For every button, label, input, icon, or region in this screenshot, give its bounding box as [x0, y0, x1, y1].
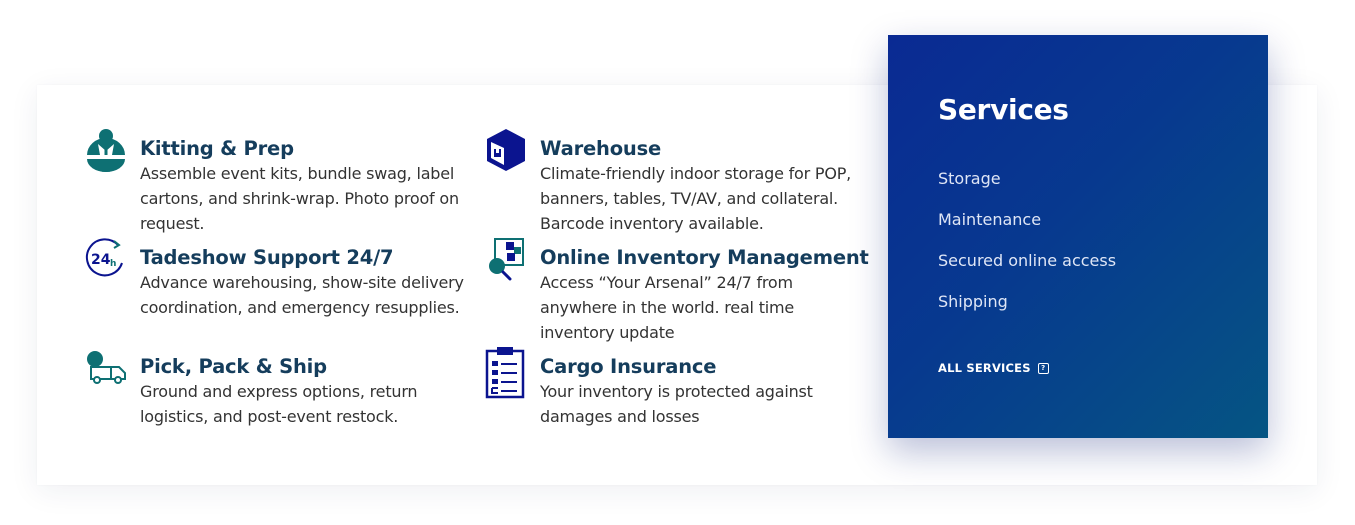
clipboard-checklist-icon [485, 345, 527, 391]
feature-description: Access “Your Arsenal” 24/7 from anywhere in the world. real time inventory update [540, 273, 795, 342]
feature-description: Climate-friendly indoor storage for POP, banners, tables, TV/AV, and collateral. Barcode inventory available. [540, 164, 852, 233]
inventory-search-icon [485, 236, 527, 282]
services-link-maintenance[interactable]: Maintenance [938, 210, 1042, 229]
services-link-storage[interactable]: Storage [938, 169, 1001, 188]
all-services-link[interactable] [938, 361, 1049, 375]
feature-title: Pick, Pack & Ship [140, 355, 327, 378]
feature-description: Ground and express options, return logistics, and post-event restock. [140, 382, 418, 426]
feature-title: Tadeshow Support 24/7 [140, 246, 394, 269]
services-link-secured-access[interactable]: Secured online access [938, 251, 1117, 270]
feature-warehouse [540, 137, 870, 236]
feature-title: Kitting & Prep [140, 137, 294, 160]
svg-text:24: 24 [91, 252, 111, 268]
services-link-shipping[interactable]: Shipping [938, 292, 1008, 311]
services-panel [888, 35, 1268, 438]
worker-icon [85, 127, 127, 173]
feature-title: Online Inventory Management [540, 246, 869, 269]
delivery-truck-icon [85, 345, 127, 391]
feature-online-inventory [540, 246, 870, 345]
external-link-icon: ? [1038, 363, 1049, 374]
all-services-label: ALL SERVICES [938, 361, 1031, 375]
feature-title: Cargo Insurance [540, 355, 717, 378]
clock-24h-icon [85, 236, 127, 282]
panel-title: Services [938, 93, 1069, 126]
feature-kitting-prep [140, 137, 470, 236]
feature-description: Assemble event kits, bundle swag, label cartons, and shrink-wrap. Photo proof on request. [140, 164, 459, 233]
svg-text:h: h [110, 259, 117, 269]
feature-description: Your inventory is protected against damages and losses [540, 382, 813, 426]
services-list [938, 169, 1116, 333]
feature-tradeshow-support [91, 246, 470, 320]
feature-title: Warehouse [540, 137, 662, 160]
warehouse-box-icon [485, 127, 527, 173]
feature-cargo-insurance [540, 355, 870, 429]
feature-pick-pack-ship [140, 355, 470, 429]
feature-description: Advance warehousing, show-site delivery coordination, and emergency resupplies. [140, 273, 464, 317]
